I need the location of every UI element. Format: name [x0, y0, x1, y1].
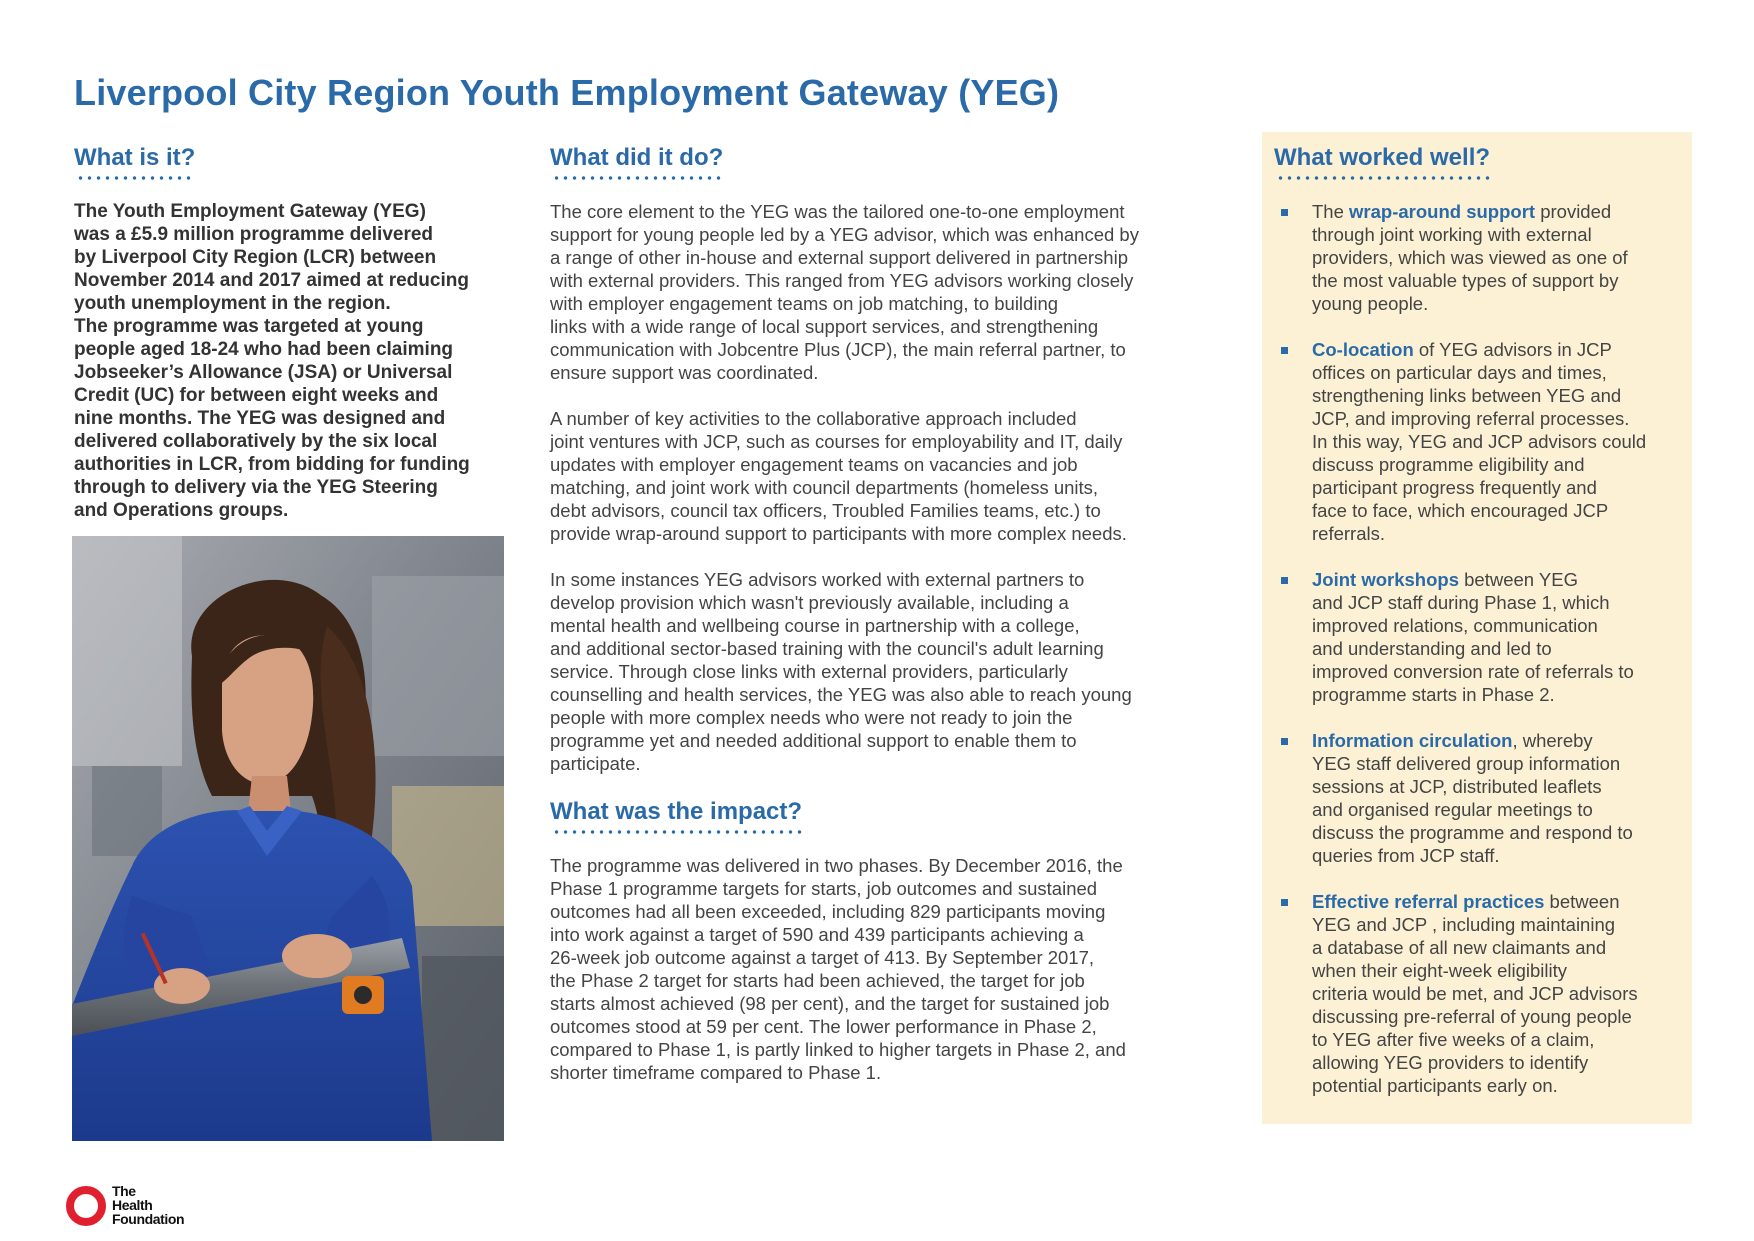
- list-item: Effective referral practices between YEG and JCP , including maintaining a database of all new claimants and when their eight-week eligibility criteria would be met, and JCP advisors discussing pre-referral of young people to YEG after five weeks of a claim, allowing YEG providers to identify potential participants early on.: [1274, 890, 1680, 1097]
- what-worked-well-list: [1274, 200, 1680, 1097]
- text-line: communication with Jobcentre Plus (JCP), the main referral partner, to: [550, 339, 1126, 360]
- text-line: A number of key activities to the collaborative approach included: [550, 408, 1077, 429]
- intro-line: delivered collaboratively by the six local: [74, 431, 438, 452]
- what-worked-well-box: [1262, 132, 1692, 1124]
- intro-line: Jobseeker’s Allowance (JSA) or Universal: [74, 362, 453, 383]
- square-bullet-icon: [1281, 209, 1288, 216]
- impact-text: [550, 854, 1220, 1084]
- square-bullet-icon: [1281, 738, 1288, 745]
- text-line: develop provision which wasn't previously available, including a: [550, 592, 1069, 613]
- what-did-it-do-heading: What did it do?: [550, 144, 723, 180]
- square-bullet-icon: [1281, 577, 1288, 584]
- text-line: counselling and health services, the YEG was also able to reach young: [550, 684, 1132, 705]
- intro-line: November 2014 and 2017 aimed at reducing: [74, 270, 469, 291]
- what-is-it-section: [74, 144, 514, 522]
- intro-line: through to delivery via the YEG Steering: [74, 477, 438, 498]
- text-line: support for young people led by a YEG advisor, which was enhanced by: [550, 224, 1139, 245]
- text-line: debt advisors, council tax officers, Troubled Families teams, etc.) to: [550, 500, 1101, 521]
- highlight-term: wrap-around support: [1349, 201, 1536, 222]
- paragraph: [550, 200, 1220, 384]
- text-line: and additional sector-based training with the council's adult learning: [550, 638, 1104, 659]
- text-line: The core element to the YEG was the tailored one-to-one employment: [550, 201, 1125, 222]
- text-line: ensure support was coordinated.: [550, 362, 819, 383]
- intro-line: was a £5.9 million programme delivered: [74, 224, 434, 245]
- what-is-it-text: [74, 200, 514, 522]
- intro-line: youth unemployment in the region.: [74, 293, 391, 314]
- text-line: programme yet and needed additional support to enable them to: [550, 730, 1077, 751]
- text-line: a range of other in-house and external support delivered in partnership: [550, 247, 1128, 268]
- text-line: with employer engagement teams on job matching, to building: [550, 293, 1059, 314]
- what-did-it-do-section: [550, 144, 1220, 1107]
- intro-line: people aged 18-24 who had been claiming: [74, 339, 454, 360]
- impact-heading: What was the impact?: [550, 798, 802, 834]
- text-line: matching, and joint work with council departments (homeless units,: [550, 477, 1099, 498]
- text-line: Phase 1 programme targets for starts, job outcomes and sustained: [550, 878, 1098, 899]
- text-line: into work against a target of 590 and 439 participants achieving a: [550, 924, 1084, 945]
- text-line: compared to Phase 1, is partly linked to higher targets in Phase 2, and: [550, 1039, 1126, 1060]
- text-line: links with a wide range of local support services, and strengthening: [550, 316, 1099, 337]
- intro-line: The Youth Employment Gateway (YEG): [74, 201, 426, 222]
- text-line: 26-week job outcome against a target of 413. By September 2017,: [550, 947, 1095, 968]
- text-line: provide wrap-around support to participants with more complex needs.: [550, 523, 1127, 544]
- highlight-term: Effective referral practices: [1312, 891, 1545, 912]
- highlight-term: Joint workshops: [1312, 569, 1459, 590]
- square-bullet-icon: [1281, 347, 1288, 354]
- text-line: updates with employer engagement teams on vacancies and job: [550, 454, 1078, 475]
- logo-text: The Health Foundation: [112, 1183, 185, 1227]
- text-line: service. Through close links with external providers, particularly: [550, 661, 1068, 682]
- intro-line: nine months. The YEG was designed and: [74, 408, 446, 429]
- square-bullet-icon: [1281, 899, 1288, 906]
- paragraph: [550, 568, 1220, 775]
- text-line: people with more complex needs who were not ready to join the: [550, 707, 1073, 728]
- what-did-it-do-text: [550, 200, 1220, 775]
- list-item: The wrap-around support provided through joint working with external providers, which was viewed as one of the most valuable types of support by young people.: [1274, 200, 1680, 315]
- text-line: joint ventures with JCP, such as courses for employability and IT, daily: [550, 431, 1123, 452]
- page-title: Liverpool City Region Youth Employment Gateway (YEG): [74, 72, 1060, 113]
- paragraph: [550, 407, 1220, 545]
- intro-line: Credit (UC) for between eight weeks and: [74, 385, 439, 406]
- text-line: outcomes had all been exceeded, including 829 participants moving: [550, 901, 1106, 922]
- text-line: mental health and wellbeing course in partnership with a college,: [550, 615, 1080, 636]
- list-item: Joint workshops between YEG and JCP staff during Phase 1, which improved relations, communication and understanding and led to improved conversion rate of referrals to programme starts in Phase 2.: [1274, 568, 1680, 706]
- text-line: the Phase 2 target for starts had been achieved, the target for job: [550, 970, 1085, 991]
- list-item: Information circulation, whereby YEG staff delivered group information sessions at JCP, distributed leaflets and organised regular meetings to discuss the programme and respond to queries from JCP staff.: [1274, 729, 1680, 867]
- text-line: The programme was delivered in two phases. By December 2016, the: [550, 855, 1123, 876]
- text-line: with external providers. This ranged from YEG advisors working closely: [550, 270, 1134, 291]
- paragraph: [550, 854, 1220, 1084]
- health-foundation-logo: [66, 1184, 206, 1230]
- intro-line: and Operations groups.: [74, 500, 289, 521]
- text-line: participate.: [550, 753, 641, 774]
- text-line: In some instances YEG advisors worked with external partners to: [550, 569, 1085, 590]
- text-line: shorter timeframe compared to Phase 1.: [550, 1062, 882, 1083]
- intro-line: by Liverpool City Region (LCR) between: [74, 247, 437, 268]
- intro-line: authorities in LCR, from bidding for funding: [74, 454, 470, 475]
- highlight-term: Co-location: [1312, 339, 1414, 360]
- what-is-it-heading: What is it?: [74, 144, 195, 180]
- text-line: outcomes stood at 59 per cent. The lower performance in Phase 2,: [550, 1016, 1097, 1037]
- list-item: Co-location of YEG advisors in JCP offices on particular days and times, strengthening links between YEG and JCP, and improving referral processes. In this way, YEG and JCP advisors could discuss programme eligibility and participant progress frequently and face to face, which encouraged JCP referrals.: [1274, 338, 1680, 545]
- logo-ring-icon: [66, 1186, 106, 1226]
- worker-photo-illustration: [72, 536, 504, 1141]
- intro-line: The programme was targeted at young: [74, 316, 424, 337]
- text-line: starts almost achieved (98 per cent), and the target for sustained job: [550, 993, 1110, 1014]
- worker-photo: [72, 536, 504, 1141]
- what-worked-well-heading: What worked well?: [1274, 144, 1490, 180]
- highlight-term: Information circulation: [1312, 730, 1513, 751]
